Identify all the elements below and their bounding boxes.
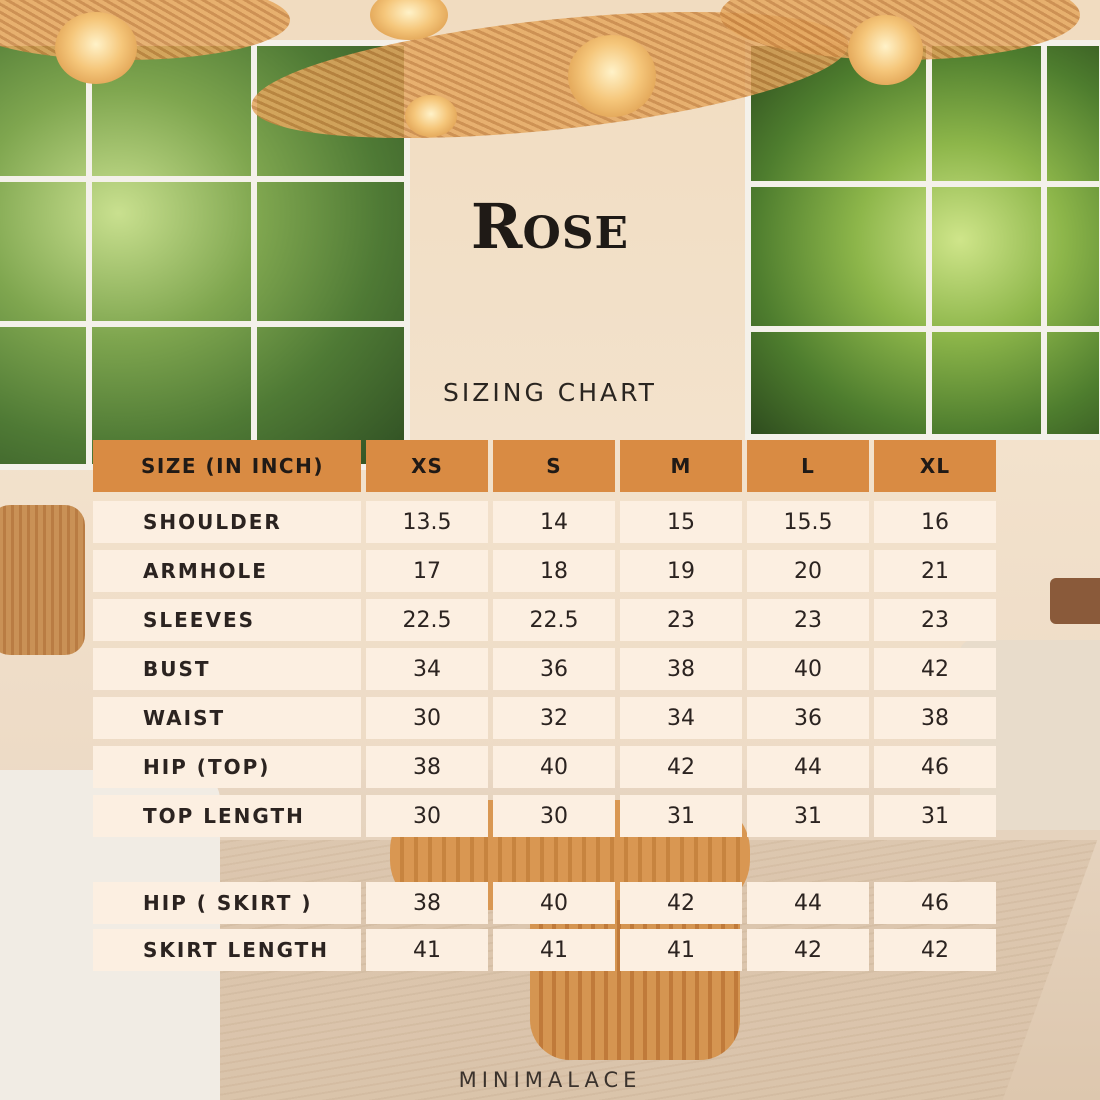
pendant-lamp	[568, 35, 656, 117]
table-cell: 14	[493, 501, 615, 543]
header-cell: XL	[874, 440, 996, 492]
table-cell: 15	[620, 501, 742, 543]
row-label: SKIRT LENGTH	[93, 929, 361, 971]
table-cell: 36	[493, 648, 615, 690]
table-cell: 46	[874, 746, 996, 788]
table-cell: 34	[620, 697, 742, 739]
header-cell: XS	[366, 440, 488, 492]
table-cell: 38	[620, 648, 742, 690]
table-cell: 23	[874, 599, 996, 641]
row-label: HIP ( SKIRT )	[93, 882, 361, 924]
table-cell: 44	[747, 746, 869, 788]
table-cell: 13.5	[366, 501, 488, 543]
table-cell: 40	[493, 882, 615, 924]
table-cell: 38	[874, 697, 996, 739]
table-cell: 36	[747, 697, 869, 739]
table-row	[93, 929, 996, 971]
logo-initial: R	[470, 190, 523, 263]
table-cell: 23	[620, 599, 742, 641]
table-row	[93, 550, 996, 592]
table-row	[93, 882, 996, 924]
table-cell: 40	[493, 746, 615, 788]
table-cell: 31	[620, 795, 742, 837]
row-label: SLEEVES	[93, 599, 361, 641]
table-cell: 32	[493, 697, 615, 739]
brand-footer: MINIMALACE	[458, 1068, 642, 1092]
table-cell: 34	[366, 648, 488, 690]
table-row	[93, 648, 996, 690]
table-cell: 19	[620, 550, 742, 592]
radio	[1050, 578, 1100, 624]
table-cell: 31	[747, 795, 869, 837]
table-row	[93, 501, 996, 543]
table-cell: 15.5	[747, 501, 869, 543]
table-cell: 42	[620, 746, 742, 788]
pendant-lamp	[405, 95, 457, 137]
table-cell: 42	[620, 882, 742, 924]
table-cell: 22.5	[493, 599, 615, 641]
table-row	[93, 599, 996, 641]
table-cell: 30	[366, 795, 488, 837]
coffee-table-base	[530, 900, 740, 1060]
table-cell: 17	[366, 550, 488, 592]
table-cell: 18	[493, 550, 615, 592]
header-cell: SIZE (IN INCH)	[93, 440, 361, 492]
row-label: ARMHOLE	[93, 550, 361, 592]
table-row	[93, 697, 996, 739]
table-cell: 46	[874, 882, 996, 924]
row-label: SHOULDER	[93, 501, 361, 543]
table-cell: 21	[874, 550, 996, 592]
table-cell: 22.5	[366, 599, 488, 641]
brand-logo	[0, 190, 1100, 263]
table-cell: 41	[493, 929, 615, 971]
table-row	[93, 746, 996, 788]
table-header-row	[93, 440, 996, 492]
header-cell: S	[493, 440, 615, 492]
table-cell: 42	[874, 929, 996, 971]
row-label: BUST	[93, 648, 361, 690]
row-label: TOP LENGTH	[93, 795, 361, 837]
page-title: SIZING CHART	[443, 378, 657, 407]
table-cell: 31	[874, 795, 996, 837]
pendant-lamp	[55, 12, 137, 84]
header-cell: L	[747, 440, 869, 492]
table-cell: 41	[366, 929, 488, 971]
table-cell: 42	[874, 648, 996, 690]
table-cell: 23	[747, 599, 869, 641]
table-cell: 44	[747, 882, 869, 924]
row-label: HIP (TOP)	[93, 746, 361, 788]
table-cell: 30	[366, 697, 488, 739]
header-cell: M	[620, 440, 742, 492]
logo-rest: OSE	[522, 208, 630, 259]
row-label: WAIST	[93, 697, 361, 739]
table-cell: 20	[747, 550, 869, 592]
table-cell: 38	[366, 882, 488, 924]
table-cell: 16	[874, 501, 996, 543]
table-row	[93, 795, 996, 837]
pendant-lamp	[848, 15, 923, 85]
table-cell: 30	[493, 795, 615, 837]
table-cell: 38	[366, 746, 488, 788]
table-cell: 42	[747, 929, 869, 971]
table-cell: 41	[620, 929, 742, 971]
table-cell: 40	[747, 648, 869, 690]
cushion	[0, 505, 85, 655]
